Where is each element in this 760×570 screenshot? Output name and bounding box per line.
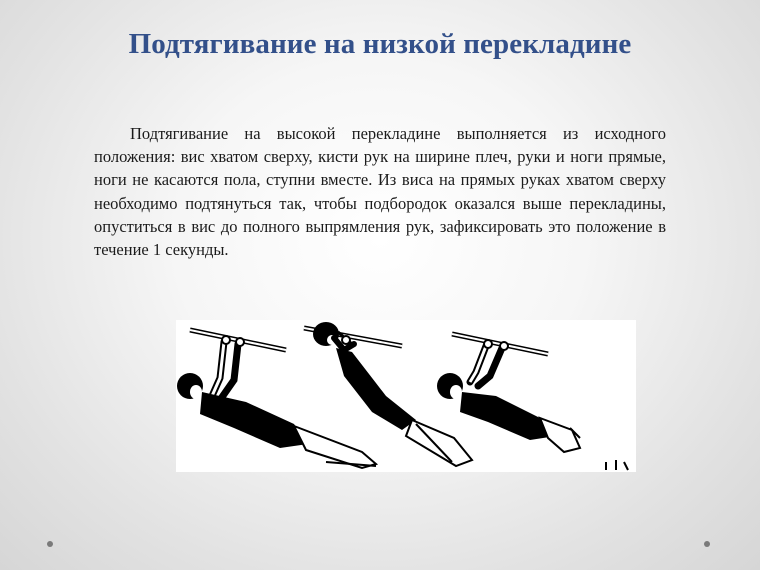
slide-title: Подтягивание на низкой перекладине	[128, 28, 632, 60]
decorative-dot-left	[47, 541, 53, 547]
person-lowering-icon	[437, 334, 628, 470]
pull-up-illustration	[176, 320, 636, 472]
body-paragraph: Подтягивание на высокой перекладине выполняется из исходного положения: вис хватом сверху, кисти рук на ширине плеч, руки и ноги прямые, ноги не касаются пола, ступни вместе. Из виса на прямых руках хватом сверху необходимо подтянуться так, чтобы подбородок оказался выше перекладины, опуститься в вис до полного выпрямления рук, зафиксировать это положение в течение 1 секунды.	[94, 124, 666, 260]
decorative-dot-right	[704, 541, 710, 547]
